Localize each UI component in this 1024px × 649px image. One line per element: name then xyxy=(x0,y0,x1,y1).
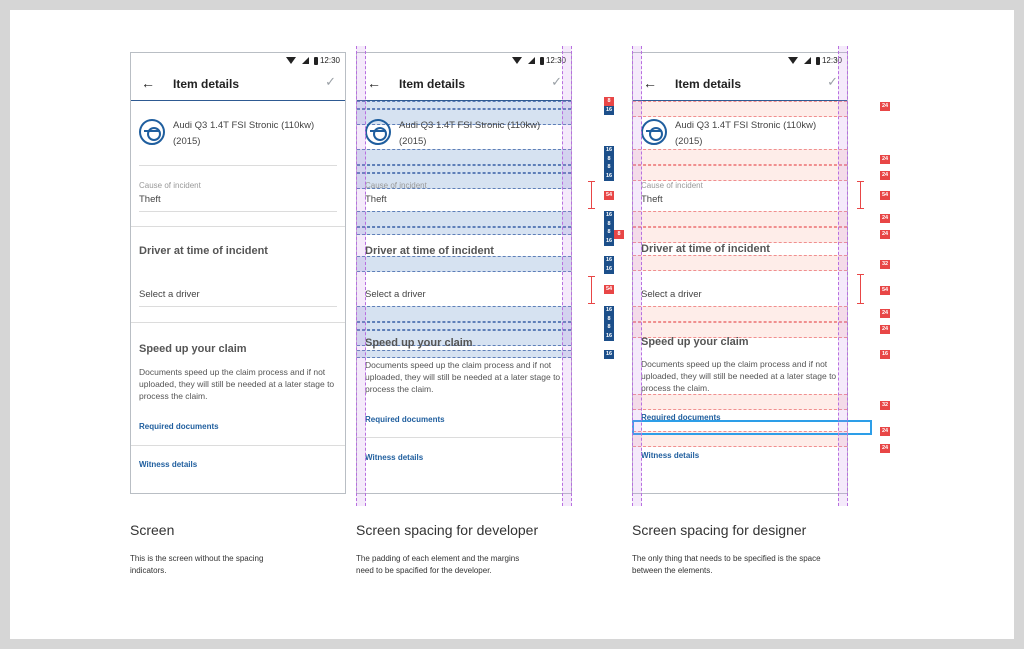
status-time: 12:30 xyxy=(545,56,566,65)
spacing-measure xyxy=(588,276,595,304)
spacing-band xyxy=(633,149,847,165)
car-name: Audi Q3 1.4T FSI Stronic (110kw) (2015) xyxy=(675,120,817,147)
wifi-icon xyxy=(788,57,798,64)
app-bar xyxy=(357,69,571,101)
cause-value[interactable]: Theft xyxy=(365,194,387,205)
wifi-icon xyxy=(286,57,296,64)
spacing-value-tag: 8 xyxy=(604,97,614,106)
cause-value[interactable]: Theft xyxy=(641,194,663,205)
margin-guide-left xyxy=(632,46,642,506)
spacing-value-tag: 54 xyxy=(605,286,613,292)
spacing-value-tag: 16 xyxy=(605,351,613,357)
battery-icon xyxy=(816,57,820,65)
cause-label: Cause of incident xyxy=(139,181,201,190)
battery-icon xyxy=(540,57,544,65)
spacing-value-tag: 16 xyxy=(605,107,613,113)
required-documents-link[interactable]: Required documents xyxy=(641,413,721,422)
panel-description: The padding of each element and the margins need to be spacified for the developer. xyxy=(356,554,520,575)
spacing-value-tag: 8 xyxy=(604,228,614,237)
required-documents-link[interactable]: Required documents xyxy=(139,422,219,431)
speed-heading: Speed up your claim xyxy=(139,343,247,355)
spacing-band xyxy=(633,211,847,227)
speed-heading: Speed up your claim xyxy=(641,336,749,348)
margin-guide-right xyxy=(562,46,572,506)
spacing-value-tag: 24 xyxy=(881,231,889,237)
divider xyxy=(139,306,337,307)
back-arrow-icon[interactable]: ← xyxy=(367,75,381,91)
spacing-value-tag: 16 xyxy=(605,212,613,218)
padding-band xyxy=(357,101,571,109)
signal-icon xyxy=(804,57,811,64)
spacing-value-tag: 8 xyxy=(604,220,614,229)
panel-caption: Screen spacing for developer xyxy=(356,522,539,538)
spacing-band xyxy=(633,227,847,243)
spacing-value-tag: 24 xyxy=(881,326,889,332)
divider xyxy=(139,165,337,166)
driver-heading: Driver at time of incident xyxy=(139,245,268,257)
panel-caption: Screen xyxy=(130,522,175,538)
spacing-value-tag: 16 xyxy=(605,173,613,179)
speed-body: Documents speed up the claim process and if not uploaded, they will still be needed at a later stage to process the claim. xyxy=(139,367,335,401)
spacing-value-tag: 8 xyxy=(604,315,614,324)
spacing-measure xyxy=(588,181,595,209)
speed-body: Documents speed up the claim process and if not uploaded, they will still be needed at a later stage to process the claim. xyxy=(365,360,561,394)
status-time: 12:30 xyxy=(319,56,340,65)
spacing-value-tag: 16 xyxy=(605,257,613,263)
padding-band xyxy=(357,149,571,165)
witness-details-link[interactable]: Witness details xyxy=(139,460,198,469)
spacing-value-tag: 16 xyxy=(605,147,613,153)
cause-label: Cause of incident xyxy=(641,181,703,190)
page-title: Item details xyxy=(173,77,240,91)
spacing-value-tag: 24 xyxy=(881,445,889,451)
panel-caption: Screen spacing for designer xyxy=(632,522,807,538)
witness-details-link[interactable]: Witness details xyxy=(365,453,424,462)
spacing-measure xyxy=(857,274,864,304)
spacing-value-tag: 8 xyxy=(614,230,624,239)
spacing-value-tag: 8 xyxy=(604,323,614,332)
driver-select[interactable]: Select a driver xyxy=(641,289,702,300)
phone-screen-developer xyxy=(356,52,572,494)
spacing-value-tag: 24 xyxy=(881,215,889,221)
driver-heading: Driver at time of incident xyxy=(641,243,770,255)
padding-band xyxy=(357,322,571,330)
spacing-value-tag: 54 xyxy=(605,192,613,198)
wifi-icon xyxy=(512,57,522,64)
margin-guide-left xyxy=(356,46,366,506)
divider xyxy=(139,211,337,212)
car-name: Audi Q3 1.4T FSI Stronic (110kw) (2015) xyxy=(173,120,315,147)
padding-band xyxy=(357,256,571,272)
speed-body: Documents speed up the claim process and if not uploaded, they will still be needed at a later stage to process the claim. xyxy=(641,359,837,393)
check-icon[interactable]: ✓ xyxy=(827,74,838,89)
padding-band xyxy=(357,165,571,173)
spacing-band xyxy=(633,255,847,271)
signal-icon xyxy=(528,57,535,64)
padding-band xyxy=(357,227,571,235)
driver-heading: Driver at time of incident xyxy=(365,245,494,257)
spacing-value-tag: 32 xyxy=(881,402,889,408)
padding-band xyxy=(357,350,571,358)
divider xyxy=(131,226,345,227)
speed-heading: Speed up your claim xyxy=(365,337,473,349)
app-bar xyxy=(131,69,345,101)
cause-value[interactable]: Theft xyxy=(139,194,161,205)
back-arrow-icon[interactable]: ← xyxy=(141,75,155,91)
cause-label: Cause of incident xyxy=(365,181,427,190)
spacing-value-tag: 24 xyxy=(881,172,889,178)
spacing-value-tag: 8 xyxy=(604,163,614,172)
car-name: Audi Q3 1.4T FSI Stronic (110kw) (2015) xyxy=(399,120,541,147)
spacing-value-tag: 8 xyxy=(604,155,614,164)
page-title: Item details xyxy=(675,77,742,91)
app-bar xyxy=(633,69,847,101)
spacing-value-tag: 24 xyxy=(881,428,889,434)
spacing-value-tag: 16 xyxy=(605,238,613,244)
steering-wheel-icon xyxy=(139,119,165,145)
page-title: Item details xyxy=(399,77,466,91)
status-bar xyxy=(131,53,345,69)
spacing-value-tag: 16 xyxy=(605,333,613,339)
signal-icon xyxy=(302,57,309,64)
back-arrow-icon[interactable]: ← xyxy=(643,75,657,91)
spacing-value-tag: 54 xyxy=(881,192,889,198)
spacing-value-tag: 54 xyxy=(881,287,889,293)
divider xyxy=(131,322,345,323)
spacing-band xyxy=(633,101,847,117)
spacing-value-tag: 24 xyxy=(881,103,889,109)
spacing-band xyxy=(633,165,847,181)
spacing-value-tag: 16 xyxy=(605,266,613,272)
spacing-value-tag: 24 xyxy=(881,156,889,162)
steering-wheel-icon xyxy=(641,119,667,145)
phone-screen-plain xyxy=(130,52,346,494)
divider xyxy=(131,445,345,446)
check-icon[interactable]: ✓ xyxy=(325,74,336,89)
driver-select[interactable]: Select a driver xyxy=(365,289,426,300)
divider xyxy=(357,437,571,438)
spacing-value-tag: 16 xyxy=(881,351,889,357)
check-icon[interactable]: ✓ xyxy=(551,74,562,89)
steering-wheel-icon xyxy=(365,119,391,145)
spacing-value-tag: 16 xyxy=(605,307,613,313)
spacing-band xyxy=(633,394,847,410)
battery-icon xyxy=(314,57,318,65)
padding-band xyxy=(357,306,571,322)
padding-band xyxy=(357,211,571,227)
required-documents-link[interactable]: Required documents xyxy=(365,415,445,424)
status-bar xyxy=(633,53,847,69)
status-bar xyxy=(357,53,571,69)
spacing-value-tag: 32 xyxy=(881,261,889,267)
spacing-band xyxy=(633,306,847,322)
spacing-value-tag: 24 xyxy=(881,310,889,316)
margin-guide-right xyxy=(838,46,848,506)
status-time: 12:30 xyxy=(821,56,842,65)
driver-select[interactable]: Select a driver xyxy=(139,289,200,300)
selected-spacing-highlight xyxy=(632,420,872,435)
panel-description: This is the screen without the spacing indicators. xyxy=(130,554,264,575)
spacing-measure xyxy=(857,181,864,209)
panel-description: The only thing that needs to be specified is the space between the elements. xyxy=(632,554,821,575)
witness-details-link[interactable]: Witness details xyxy=(641,451,700,460)
